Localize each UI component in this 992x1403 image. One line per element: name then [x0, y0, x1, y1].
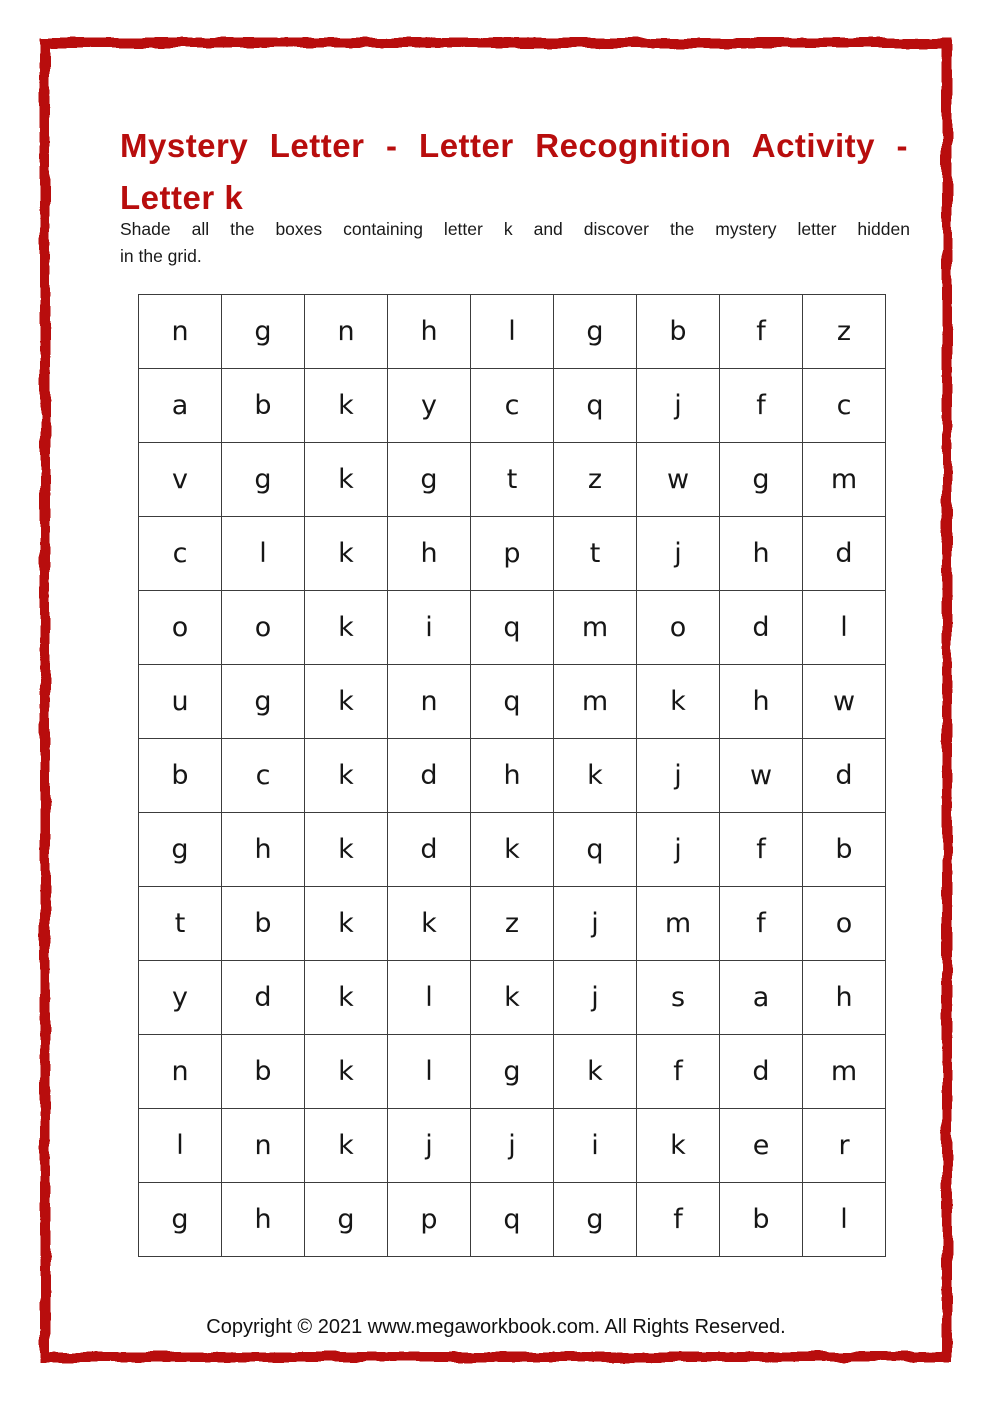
grid-cell: o — [803, 887, 886, 961]
grid-cell: f — [637, 1183, 720, 1257]
grid-cell: g — [222, 443, 305, 517]
grid-cell: g — [139, 813, 222, 887]
grid-cell: l — [388, 1035, 471, 1109]
grid-cell: f — [720, 887, 803, 961]
grid-cell: y — [139, 961, 222, 1035]
grid-cell: p — [471, 517, 554, 591]
grid-cell: q — [554, 369, 637, 443]
grid-cell: q — [471, 1183, 554, 1257]
grid-cell: w — [637, 443, 720, 517]
grid-cell: h — [720, 517, 803, 591]
grid-cell: t — [554, 517, 637, 591]
grid-cell: b — [139, 739, 222, 813]
grid-cell: c — [222, 739, 305, 813]
grid-cell: h — [471, 739, 554, 813]
grid-cell: g — [222, 665, 305, 739]
grid-cell: g — [305, 1183, 388, 1257]
grid-cell: t — [471, 443, 554, 517]
grid-cell: q — [471, 665, 554, 739]
grid-cell: k — [305, 1109, 388, 1183]
grid-cell: j — [554, 961, 637, 1035]
grid-cell: j — [637, 517, 720, 591]
grid-cell: q — [554, 813, 637, 887]
grid-cell: h — [388, 295, 471, 369]
grid-cell: l — [471, 295, 554, 369]
grid-cell: n — [305, 295, 388, 369]
grid-cell: k — [554, 1035, 637, 1109]
instructions — [120, 216, 910, 270]
grid-cell: d — [803, 739, 886, 813]
grid-cell: m — [803, 443, 886, 517]
grid-cell: k — [305, 591, 388, 665]
grid-cell: m — [554, 665, 637, 739]
grid-cell: c — [803, 369, 886, 443]
grid-cell: b — [222, 1035, 305, 1109]
grid-cell: k — [305, 961, 388, 1035]
grid-cell: k — [471, 961, 554, 1035]
grid-cell: b — [803, 813, 886, 887]
grid-cell: h — [720, 665, 803, 739]
grid-cell: n — [139, 295, 222, 369]
grid-cell: c — [139, 517, 222, 591]
grid-cell: j — [388, 1109, 471, 1183]
grid-cell: d — [803, 517, 886, 591]
grid-cell: h — [388, 517, 471, 591]
grid-cell: q — [471, 591, 554, 665]
grid-cell: b — [720, 1183, 803, 1257]
letter-grid — [138, 294, 886, 1257]
grid-cell: z — [471, 887, 554, 961]
grid-cell: n — [222, 1109, 305, 1183]
grid-cell: k — [305, 517, 388, 591]
grid-cell: z — [803, 295, 886, 369]
grid-cell: j — [637, 813, 720, 887]
grid-cell: e — [720, 1109, 803, 1183]
grid-cell: d — [720, 1035, 803, 1109]
grid-cell: k — [305, 887, 388, 961]
page-title — [120, 120, 908, 224]
grid-cell: k — [305, 1035, 388, 1109]
grid-cell: j — [554, 887, 637, 961]
grid-cell: d — [720, 591, 803, 665]
grid-cell: m — [637, 887, 720, 961]
grid-cell: k — [637, 1109, 720, 1183]
grid-cell: l — [222, 517, 305, 591]
grid-cell: b — [637, 295, 720, 369]
grid-cell: k — [305, 739, 388, 813]
grid-cell: l — [803, 1183, 886, 1257]
instructions-line2: in the grid. — [120, 246, 202, 266]
grid-cell: d — [388, 739, 471, 813]
grid-cell: h — [803, 961, 886, 1035]
grid-cell: j — [637, 739, 720, 813]
grid-cell: z — [554, 443, 637, 517]
grid-cell: a — [720, 961, 803, 1035]
grid-cell: k — [637, 665, 720, 739]
grid-cell: l — [139, 1109, 222, 1183]
grid-cell: y — [388, 369, 471, 443]
grid-cell: v — [139, 443, 222, 517]
grid-cell: h — [222, 1183, 305, 1257]
grid-cell: c — [471, 369, 554, 443]
grid-cell: o — [637, 591, 720, 665]
grid-cell: o — [222, 591, 305, 665]
grid-cell: k — [305, 369, 388, 443]
grid-cell: n — [139, 1035, 222, 1109]
grid-cell: l — [803, 591, 886, 665]
instructions-line1: Shade all the boxes containing letter k and discover the mystery letter hidden — [120, 219, 910, 239]
grid-cell: g — [139, 1183, 222, 1257]
grid-cell: w — [803, 665, 886, 739]
grid-cell: i — [388, 591, 471, 665]
grid-cell: f — [720, 295, 803, 369]
grid-cell: s — [637, 961, 720, 1035]
grid-cell: w — [720, 739, 803, 813]
grid-cell: k — [305, 813, 388, 887]
grid-cell: g — [554, 295, 637, 369]
grid-cell: f — [637, 1035, 720, 1109]
grid-cell: f — [720, 813, 803, 887]
grid-cell: g — [554, 1183, 637, 1257]
grid-cell: h — [222, 813, 305, 887]
grid-cell: d — [388, 813, 471, 887]
grid-cell: k — [554, 739, 637, 813]
grid-cell: g — [222, 295, 305, 369]
grid-cell: b — [222, 887, 305, 961]
grid-cell: u — [139, 665, 222, 739]
grid-cell: a — [139, 369, 222, 443]
grid-cell: k — [388, 887, 471, 961]
page-title-line1: Mystery Letter - Letter Recognition Activity - — [120, 127, 908, 164]
grid-cell: g — [471, 1035, 554, 1109]
grid-cell: b — [222, 369, 305, 443]
copyright-footer: Copyright © 2021 www.megaworkbook.com. All Rights Reserved. — [206, 1316, 786, 1338]
grid-cell: m — [803, 1035, 886, 1109]
page-title-line2: Letter k — [120, 179, 244, 216]
grid-cell: d — [222, 961, 305, 1035]
grid-cell: o — [139, 591, 222, 665]
grid-cell: j — [637, 369, 720, 443]
grid-cell: p — [388, 1183, 471, 1257]
grid-cell: k — [305, 443, 388, 517]
grid-cell: k — [305, 665, 388, 739]
grid-cell: i — [554, 1109, 637, 1183]
grid-cell: r — [803, 1109, 886, 1183]
grid-cell: t — [139, 887, 222, 961]
grid-cell: l — [388, 961, 471, 1035]
grid-cell: j — [471, 1109, 554, 1183]
grid-cell: k — [471, 813, 554, 887]
grid-cell: m — [554, 591, 637, 665]
grid-cell: f — [720, 369, 803, 443]
grid-cell: n — [388, 665, 471, 739]
grid-cell: g — [720, 443, 803, 517]
grid-cell: g — [388, 443, 471, 517]
